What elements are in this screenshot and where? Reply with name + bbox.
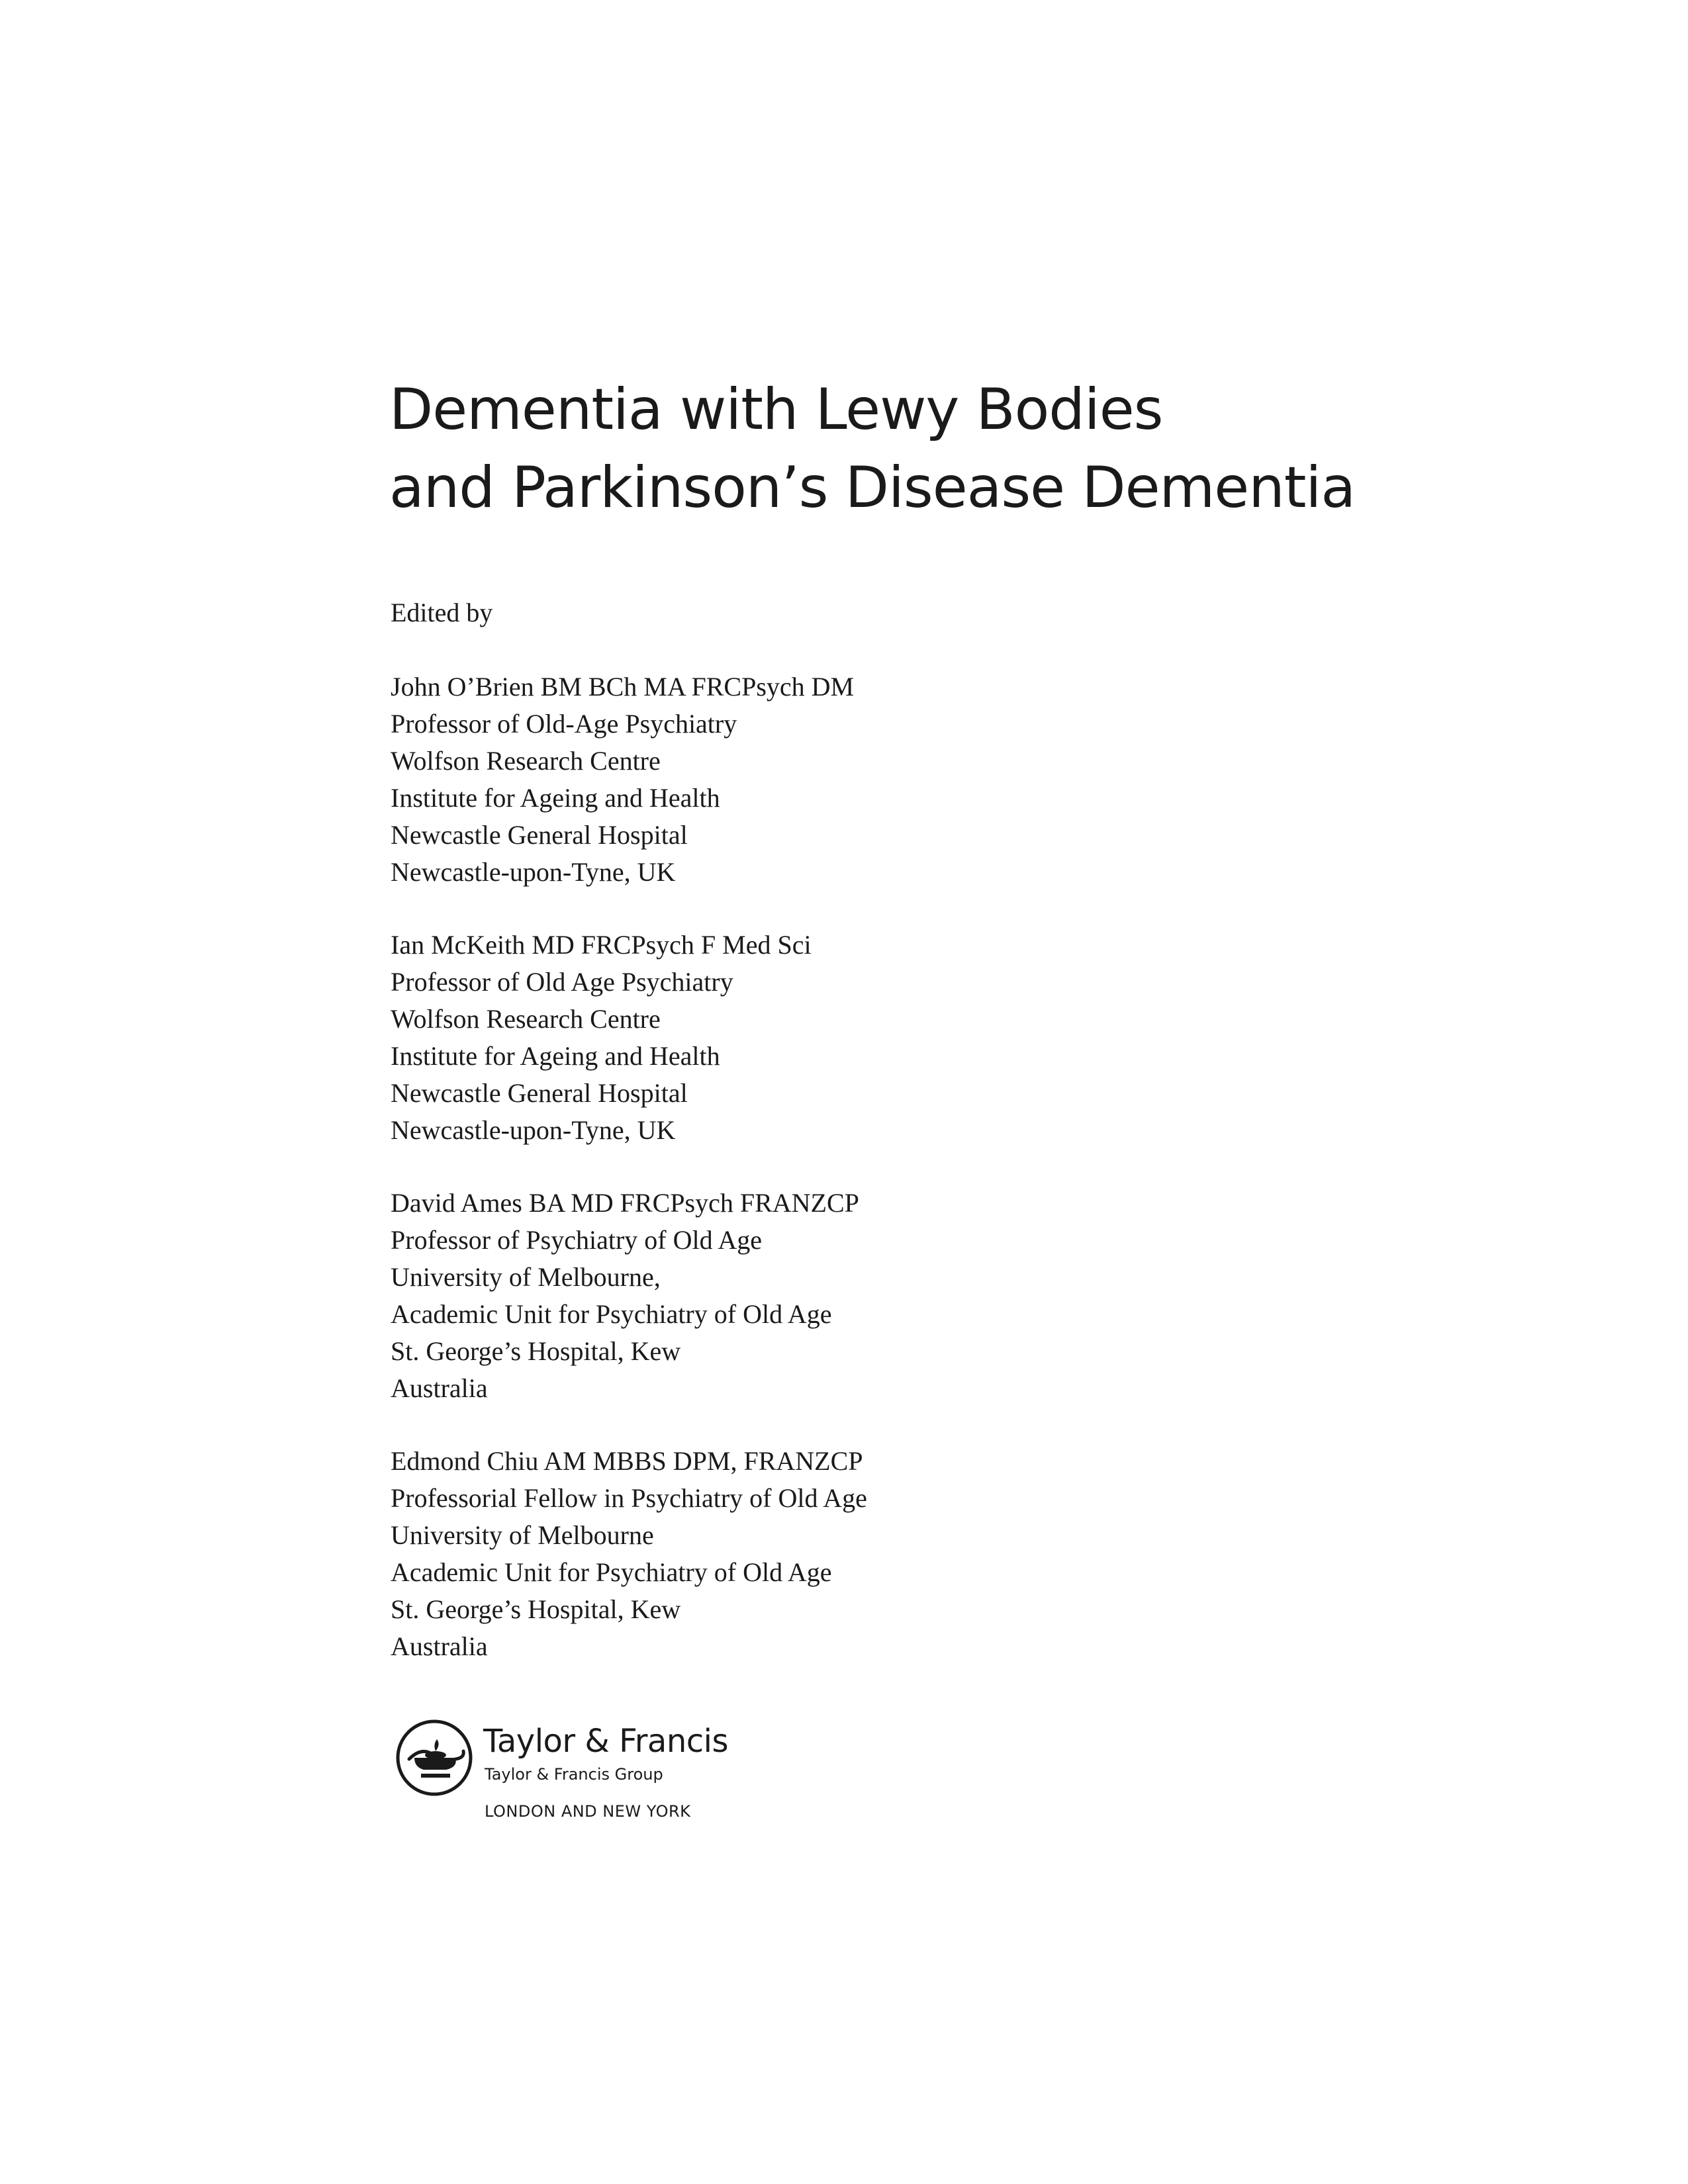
editor-affiliation-line: Newcastle-upon-Tyne, UK bbox=[391, 857, 676, 887]
editor-affiliation-line: Professor of Psychiatry of Old Age bbox=[391, 1225, 763, 1255]
book-title bbox=[389, 371, 1515, 527]
editor-affiliation-line: University of Melbourne, bbox=[391, 1262, 661, 1292]
publisher-imprint bbox=[395, 1718, 858, 1837]
editor-affiliation-line: Professorial Fellow in Psychiatry of Old Age bbox=[391, 1483, 867, 1513]
editor-block-4 bbox=[391, 1443, 1185, 1665]
editor-affiliation-line: Newcastle General Hospital bbox=[391, 820, 688, 850]
editor-affiliation-line: St. George’s Hospital, Kew bbox=[391, 1336, 681, 1366]
editor-affiliation-line: Australia bbox=[391, 1373, 488, 1403]
editor-affiliation-line: Institute for Ageing and Health bbox=[391, 783, 720, 813]
editor-name: Ian McKeith MD FRCPsych F Med Sci bbox=[391, 930, 812, 960]
editor-affiliation-line: University of Melbourne bbox=[391, 1520, 654, 1550]
edited-by-label: Edited by bbox=[391, 598, 493, 627]
editor-name: John O’Brien BM BCh MA FRCPsych DM bbox=[391, 672, 855, 702]
editor-affiliation-line: Wolfson Research Centre bbox=[391, 746, 661, 776]
editor-affiliation-line: Academic Unit for Psychiatry of Old Age bbox=[391, 1557, 832, 1587]
editor-affiliation-line: St. George’s Hospital, Kew bbox=[391, 1594, 681, 1624]
book-title-line-2: and Parkinson’s Disease Dementia bbox=[389, 455, 1356, 521]
editor-block-3 bbox=[391, 1185, 1185, 1407]
oil-lamp-icon bbox=[395, 1718, 474, 1797]
editor-block-1 bbox=[391, 668, 1185, 891]
editor-affiliation-line: Newcastle-upon-Tyne, UK bbox=[391, 1115, 676, 1145]
editor-affiliation-line: Academic Unit for Psychiatry of Old Age bbox=[391, 1299, 832, 1329]
editor-name: David Ames BA MD FRCPsych FRANZCP bbox=[391, 1188, 859, 1218]
editor-affiliation-line: Australia bbox=[391, 1631, 488, 1661]
publisher-name: Taylor & Francis bbox=[483, 1723, 728, 1760]
editor-affiliation-line: Professor of Old Age Psychiatry bbox=[391, 967, 733, 997]
editor-affiliation-line: Newcastle General Hospital bbox=[391, 1078, 688, 1108]
book-title-line-1: Dementia with Lewy Bodies bbox=[389, 377, 1163, 443]
editor-block-2 bbox=[391, 927, 1185, 1149]
publisher-group: Taylor & Francis Group bbox=[485, 1765, 663, 1784]
editor-affiliation-line: Wolfson Research Centre bbox=[391, 1004, 661, 1034]
publisher-cities: LONDON AND NEW YORK bbox=[485, 1802, 691, 1821]
editor-name: Edmond Chiu AM MBBS DPM, FRANZCP bbox=[391, 1446, 863, 1476]
editor-affiliation-line: Professor of Old-Age Psychiatry bbox=[391, 709, 737, 739]
editor-affiliation-line: Institute for Ageing and Health bbox=[391, 1041, 720, 1071]
